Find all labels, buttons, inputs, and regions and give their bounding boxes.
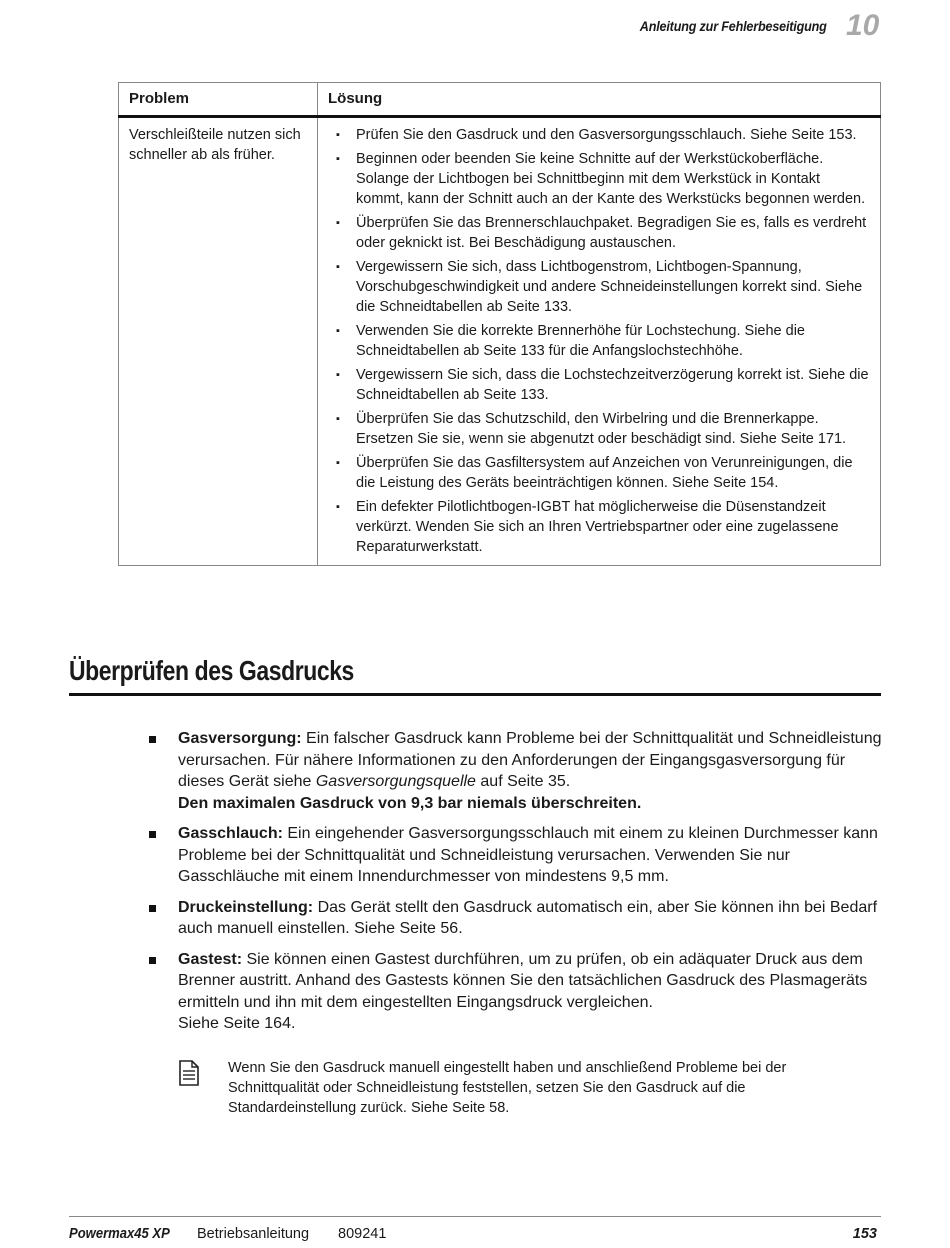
solution-text: Überprüfen Sie das Brennerschlauchpaket. Begradigen Sie es, falls es verdreht oder geknickt ist. Bei Beschädigung austauschen. [356,215,867,251]
solution-item [336,453,870,493]
item-term: Gasschlauch: [178,825,283,842]
chapter-number: 10 [846,9,880,42]
section-rule [69,693,881,696]
item-text: auf Seite 35. [475,773,571,790]
solution-item [336,125,870,145]
item-text: Das Gerät stellt den Gasdruck automatisch ein, aber Sie können ihn bei Bedarf auch manuell einstellen. Siehe Seite 56. [178,898,878,937]
list-item [149,728,889,814]
solution-text: Verwenden Sie die korrekte Brennerhöhe für Lochstechung. Siehe die Schneidtabellen ab Seite 133 für die Anfangslochstechhöhe. [356,323,805,359]
table-header-row [119,83,881,117]
column-header-solution: Lösung [318,83,881,117]
bullet-icon: ▪ [336,325,340,337]
solution-item [336,321,870,361]
bullet-icon: ▪ [336,457,340,469]
problem-cell: Verschleißteile nutzen sich schneller ab als früher. [119,117,318,566]
item-text: Ein falscher Gasdruck kann Probleme bei der Schnittqualität und Schneidleistung verursachen. Für nähere Informationen zu den Anforderungen der Eingangsgasversorgung für dieses Gerät siehe [178,730,882,790]
bullet-icon: ▪ [336,413,340,425]
solution-text: Vergewissern Sie sich, dass Lichtbogenstrom, Lichtbogen-Spannung, Vorschubgeschwindigkeit und andere Schneideinstellungen korrekt sind. Siehe die Schneidtabellen ab Seite 133. [356,259,863,315]
solution-text: Überprüfen Sie das Gasfiltersystem auf Anzeichen von Verunreinigungen, die die Leistung des Geräts beeinträchtigen können. Siehe Seite 154. [356,455,853,491]
list-item [149,897,889,940]
solution-item [336,409,870,449]
solution-text: Beginnen oder beenden Sie keine Schnitte auf der Werkstückoberfläche. Solange der Lichtbogen bei Schnittbeginn mit dem Werkstück in Kontakt kommt, kann der Schnitt auch an der Kante des Werkstücks begonnen werden. [356,151,866,207]
troubleshooting-table [118,82,881,566]
item-text: Sie können einen Gastest durchführen, um zu prüfen, ob ein adäquater Druck aus dem Brenner austritt. Anhand des Gastests können Sie den tatsächlichen Gasdruck des Plasmageräts ermitteln und ihn mit dem eingestellten Eingangsdruck vergleichen. [178,950,868,1011]
solution-item [336,497,870,557]
square-bullet-icon [149,957,156,964]
item-text: Ein eingehender Gasversorgungsschlauch mit einem zu kleinen Durchmesser kann Probleme bei der Schnittqualität und Schneidleistung verursachen. Verwenden Sie nur Gasschläuche mit einem Innendurchmesser von mindestens 9,5 mm. [178,825,878,885]
table-row [119,117,881,566]
item-reference: Siehe Seite 164. [178,1015,296,1032]
bullet-icon: ▪ [336,261,340,273]
footer-part-number: 809241 [338,1226,387,1242]
bullet-icon: ▪ [336,129,340,141]
footer-rule [69,1216,881,1217]
column-header-problem: Problem [119,83,318,117]
solution-cell [318,117,881,566]
item-term: Gastest: [178,950,243,968]
solution-text: Ein defekter Pilotlichtbogen-IGBT hat möglicherweise die Düsenstandzeit verkürzt. Wenden Sie sich an Ihren Vertriebspartner oder eine zugelassene Reparaturwerkstatt. [356,499,839,555]
solution-text: Überprüfen Sie das Schutzschild, den Wirbelring und die Brennerkappe. Ersetzen Sie sie, wenn sie abgenutzt oder beschädigt sind. Siehe Seite 171. [356,411,847,447]
item-link-text: Gasversorgungsquelle [315,773,476,790]
bullet-icon: ▪ [336,501,340,513]
note-document-icon [178,1060,200,1092]
item-term: Gasversorgung: [178,730,302,747]
solution-item [336,213,870,253]
square-bullet-icon [149,905,156,912]
pressure-warning: Den maximalen Gasdruck von 9,3 bar niemals überschreiten. [178,794,642,812]
solution-list [328,125,870,557]
section-title: Überprüfen des Gasdrucks [69,655,354,686]
running-header-title: Anleitung zur Fehlerbeseitigung [640,18,827,34]
item-term: Druckeinstellung: [178,898,314,916]
note-text: Wenn Sie den Gasdruck manuell eingestellt haben und anschließend Probleme bei der Schnittqualität oder Schneidleistung feststellen, setzen Sie den Gasdruck auf die Standardeinstellung zurück. Siehe Seite 58. [228,1060,787,1116]
square-bullet-icon [149,831,156,838]
solution-text: Prüfen Sie den Gasdruck und den Gasversorgungsschlauch. Siehe Seite 153. [356,127,857,143]
footer-product: Powermax45 XP [69,1226,170,1242]
solution-item [336,257,870,317]
bullet-icon: ▪ [336,217,340,229]
solution-text: Vergewissern Sie sich, dass die Lochstechzeitverzögerung korrekt ist. Siehe die Schneidtabellen ab Seite 133. [356,367,869,403]
list-item [149,823,889,888]
footer-manual: Betriebsanleitung [197,1226,310,1242]
square-bullet-icon [149,736,156,743]
list-item [149,949,889,1035]
gas-pressure-list [149,728,889,1044]
solution-item [336,365,870,405]
bullet-icon: ▪ [336,369,340,381]
page-number: 153 [852,1226,877,1242]
solution-item [336,149,870,209]
bullet-icon: ▪ [336,153,340,165]
